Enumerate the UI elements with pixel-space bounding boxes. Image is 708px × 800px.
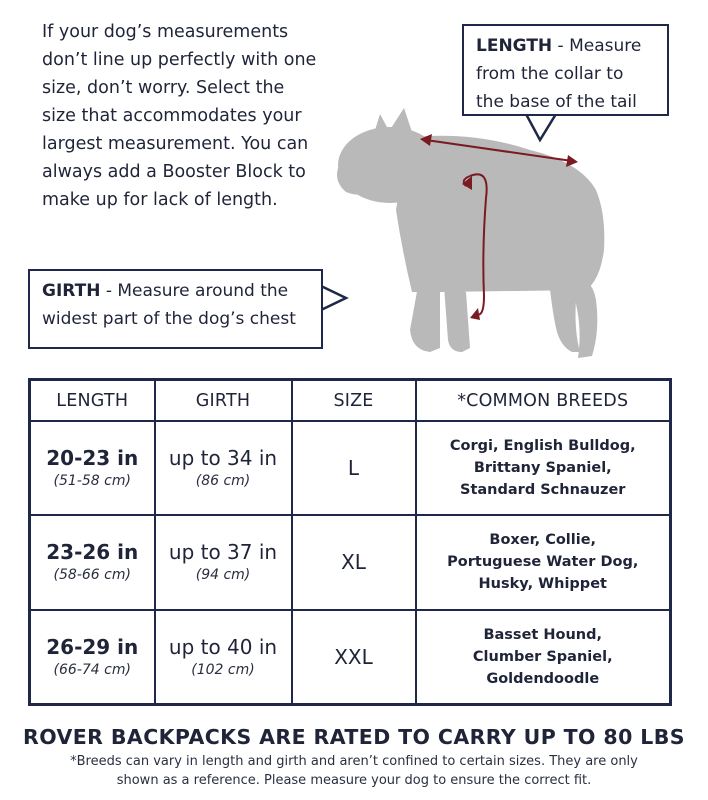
- table-row: [30, 515, 671, 609]
- table-row: [30, 421, 671, 515]
- girth-callout: [28, 269, 323, 349]
- breed-line: Standard Schnauzer: [460, 482, 626, 499]
- length-metric: (66-74 cm): [53, 661, 131, 678]
- girth-metric: (86 cm): [195, 473, 251, 490]
- size-cell: L: [292, 421, 416, 515]
- breeds-cell: [416, 610, 671, 705]
- header-length: LENGTH: [30, 380, 155, 422]
- length-callout-tail: [526, 114, 556, 140]
- length-cell: [30, 421, 155, 515]
- length-value: 26-29 in: [46, 634, 139, 659]
- breed-line: Corgi, English Bulldog,: [449, 438, 636, 455]
- breed-line: Basset Hound,: [483, 626, 603, 643]
- girth-callout-tail: [321, 286, 346, 310]
- breed-line: Portuguese Water Dog,: [447, 554, 639, 571]
- breed-line: Boxer, Collie,: [489, 532, 597, 549]
- table-row: [30, 610, 671, 705]
- breed-line: Husky, Whippet: [478, 576, 607, 593]
- breeds-cell: [416, 421, 671, 515]
- intro-paragraph: If your dog’s measurements don’t line up perfectly with one size, don’t worry. Select the size that accommodates your largest measurement. You can always add a Booster Block to make up for lack of length.: [42, 22, 317, 210]
- length-cell: [30, 515, 155, 609]
- length-value: 20-23 in: [46, 446, 139, 471]
- length-cell: [30, 610, 155, 705]
- girth-callout-term: GIRTH: [42, 281, 101, 301]
- size-cell: XL: [292, 515, 416, 609]
- breed-line: Clumber Spaniel,: [472, 648, 613, 665]
- length-metric: (58-66 cm): [53, 567, 131, 584]
- length-callout-term: LENGTH: [476, 36, 553, 56]
- header-breeds: *COMMON BREEDS: [416, 380, 671, 422]
- length-callout: [462, 24, 669, 116]
- girth-metric: (94 cm): [195, 567, 251, 584]
- size-chart-table: [28, 378, 672, 706]
- breeds-footnote: *Breeds can vary in length and girth and aren’t confined to certain sizes. They are only shown as a reference. Please measure your dog to ensure the correct fit.: [70, 754, 638, 788]
- header-girth: GIRTH: [155, 380, 292, 422]
- girth-value: up to 40 in: [168, 634, 278, 659]
- header-size: SIZE: [292, 380, 416, 422]
- capacity-value: 80 LBS: [603, 725, 685, 749]
- capacity-headline-text: ROVER BACKPACKS ARE RATED TO CARRY UP TO: [23, 725, 604, 749]
- breed-line: Brittany Spaniel,: [473, 460, 612, 477]
- girth-metric: (102 cm): [191, 661, 255, 678]
- girth-value: up to 34 in: [168, 446, 278, 471]
- length-value: 23-26 in: [46, 540, 139, 565]
- size-cell: XXL: [292, 610, 416, 705]
- girth-callout-text: - Measure around the widest part of the dog’s chest: [42, 281, 296, 329]
- girth-cell: [155, 610, 292, 705]
- girth-value: up to 37 in: [168, 540, 278, 565]
- girth-cell: [155, 515, 292, 609]
- capacity-headline: [0, 725, 708, 749]
- girth-cell: [155, 421, 292, 515]
- length-metric: (51-58 cm): [53, 473, 131, 490]
- length-callout-text: - Measure from the collar to the base of the tail: [476, 36, 642, 112]
- breeds-cell: [416, 515, 671, 609]
- table-header-row: [30, 380, 671, 422]
- breed-line: Goldendoodle: [486, 670, 600, 687]
